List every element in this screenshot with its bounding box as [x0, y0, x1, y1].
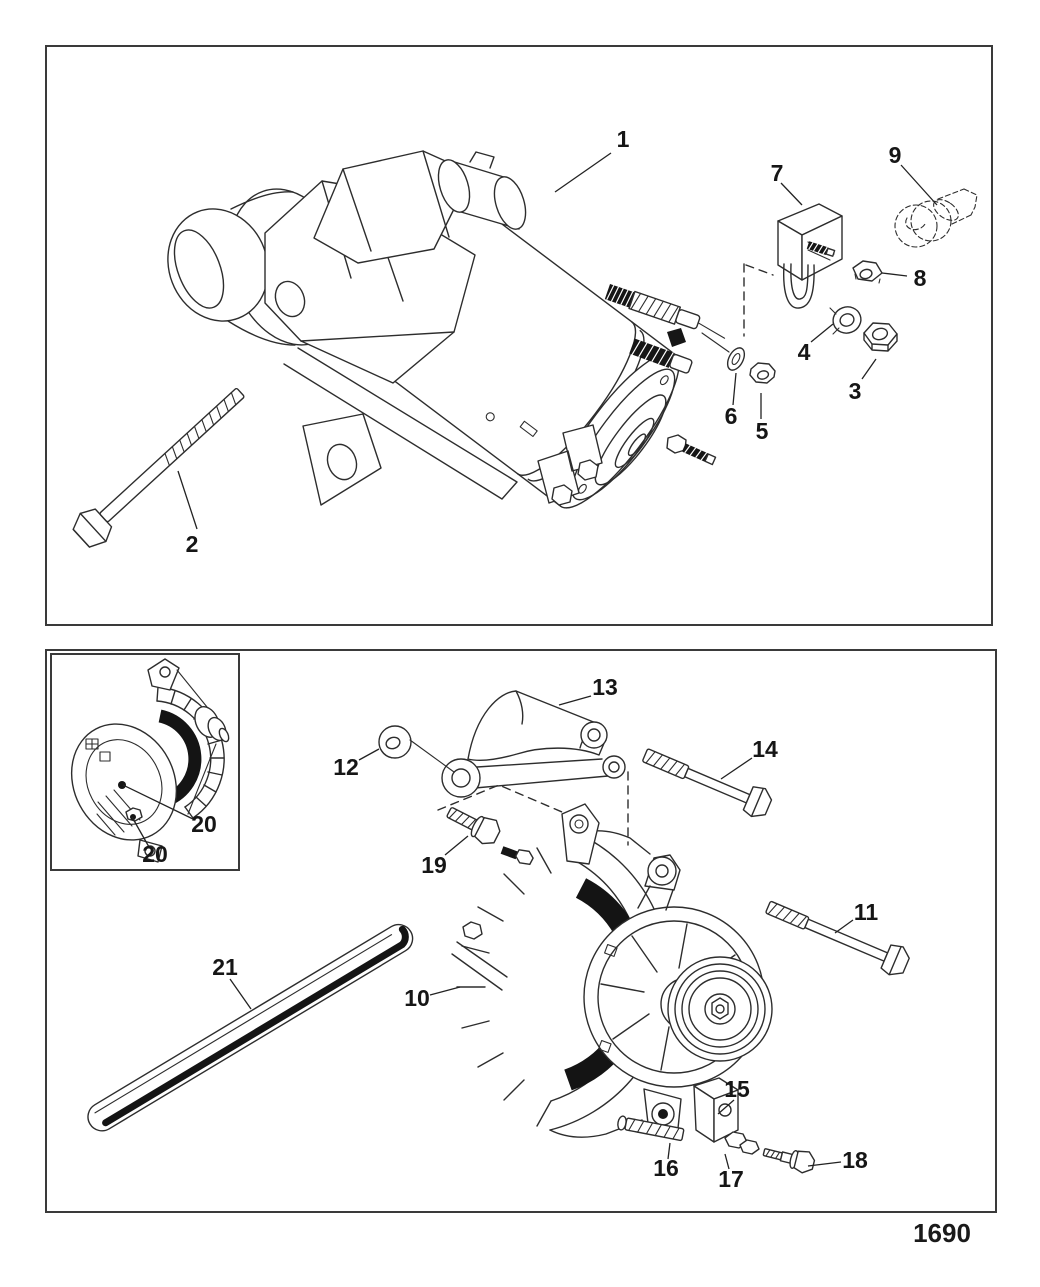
callout-label-7: 7 — [770, 160, 784, 186]
callout-label-18: 18 — [842, 1147, 868, 1173]
serpentine-belt — [83, 919, 418, 1136]
callout-leader-21 — [230, 979, 251, 1009]
callout-label-1: 1 — [616, 126, 630, 152]
callout-leader-3 — [862, 359, 876, 379]
callout-label-19: 19 — [421, 852, 447, 878]
callout-label-6: 6 — [724, 403, 738, 429]
callout-label-10: 10 — [404, 985, 430, 1011]
callout-label-20: 20 — [142, 841, 168, 867]
hex-nut — [864, 323, 897, 351]
callout-label-21: 21 — [212, 954, 238, 980]
callout-label-20: 20 — [191, 811, 217, 837]
callout-leader-9 — [901, 165, 937, 205]
small-nut — [750, 363, 775, 383]
flange-nut — [853, 261, 882, 283]
callout-leader-10 — [430, 987, 460, 995]
callout-leader-14 — [721, 758, 752, 779]
callout-label-9: 9 — [888, 142, 902, 168]
tensioner-bolt — [761, 1141, 816, 1175]
callout-leader-4 — [811, 324, 833, 342]
callout-leader-11 — [835, 920, 853, 933]
callout-label-12: 12 — [333, 754, 359, 780]
mounting-stud — [500, 842, 535, 866]
callout-leader-1 — [555, 153, 611, 192]
alternator-assembly-panel — [45, 649, 997, 1213]
callout-label-11: 11 — [853, 899, 879, 925]
callout-label-16: 16 — [653, 1155, 679, 1181]
pivot-bolt-long — [762, 892, 912, 979]
alternator-inset-view — [51, 654, 239, 870]
starter-motor — [152, 151, 730, 525]
starter-assembly-panel — [45, 45, 993, 626]
callout-label-13: 13 — [592, 674, 618, 700]
small-washer — [724, 345, 748, 373]
page-number: 1690 — [913, 1218, 971, 1248]
mounting-bolt — [68, 378, 253, 552]
callout-leader-2 — [178, 471, 197, 529]
callout-leader-12 — [359, 749, 379, 760]
callout-leader-8 — [882, 273, 907, 276]
assembly-dashed-line — [744, 264, 773, 336]
callout-leader-6 — [733, 373, 736, 405]
adjuster-bolt — [443, 800, 503, 849]
callout-label-14: 14 — [752, 736, 778, 762]
alternator-assembly-drawing — [47, 651, 995, 1211]
callout-label-8: 8 — [913, 265, 927, 291]
bracket-nut — [379, 726, 454, 772]
fuse-connector — [895, 189, 977, 247]
callout-leader-7 — [781, 183, 802, 205]
lock-washer — [829, 303, 864, 337]
callout-label-2: 2 — [185, 531, 199, 557]
circuit-breaker — [778, 204, 842, 308]
callout-leader-19 — [445, 836, 468, 855]
callout-label-17: 17 — [718, 1166, 744, 1192]
callout-label-3: 3 — [848, 378, 862, 404]
callout-label-5: 5 — [755, 418, 769, 444]
support-bracket — [442, 691, 625, 797]
tensioner-nuts — [725, 1132, 759, 1154]
starter-assembly-drawing — [47, 47, 991, 624]
callout-label-15: 15 — [724, 1076, 750, 1102]
callout-label-4: 4 — [797, 339, 811, 365]
callout-leader-13 — [559, 696, 591, 705]
